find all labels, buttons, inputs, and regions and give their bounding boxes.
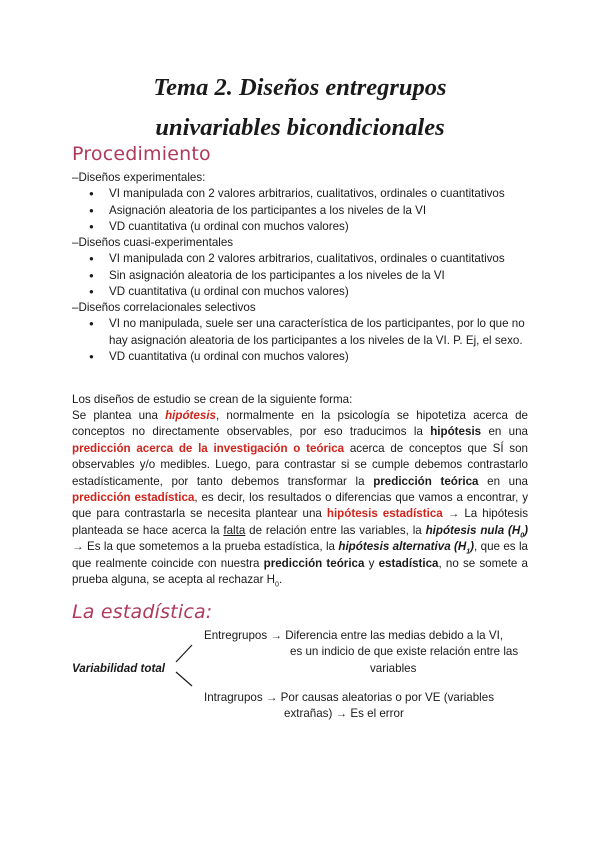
estadistica-heading: La estadística: — [72, 601, 213, 623]
text: ) — [524, 523, 529, 537]
bullet-list — [72, 251, 528, 300]
term-hipotesis-estadistica: hipótesis estadística — [326, 507, 443, 521]
text: acerca de conceptos que SÍ son observables y/o medibles. Luego, para contrastar si se cumple debemos contrastarlo estadísticamente, por tanto debemos transformar la — [72, 441, 528, 488]
text: , normalmente en la psicología se hipotetiza acerca de conceptos no directamente observables, por eso traducimos la — [72, 409, 528, 439]
group-label: –Diseños experimentales: — [72, 171, 206, 184]
term-prediccion-estadistica: predicción estadística — [72, 491, 195, 505]
list-item: ● VI no manipulada, suele ser una característica de los participantes, por lo que no hay asignación aleatoria de los participantes a los niveles de la VI. P. Ej, el sexo. — [72, 316, 528, 349]
text: en una — [478, 474, 528, 488]
procedimiento-heading: Procedimiento — [72, 143, 211, 165]
text: , no se somete a prueba alguna, se acepta al rechazar H — [72, 556, 528, 587]
paragraph-intro: Los diseños de estudio se crean de la siguiente forma: — [72, 393, 353, 406]
text: y — [364, 556, 379, 570]
text: → La hipótesis planteada se hace acerca la — [72, 507, 528, 537]
design-group-cuasi — [72, 235, 528, 301]
title-line-1: Tema 2. Diseños entregrupos — [153, 74, 447, 101]
term-estadistica: estadística — [378, 556, 439, 570]
term-falta: falta — [223, 523, 246, 537]
group-label: –Diseños cuasi-experimentales — [72, 236, 234, 249]
branch-line-up — [176, 645, 192, 662]
list-item: ● VD cuantitativa (u ordinal con muchos valores) — [72, 349, 528, 365]
branch-lines — [170, 642, 200, 690]
text: . — [278, 573, 283, 587]
entregrupos-line-3: variables — [370, 661, 417, 675]
text: → Es la que sometemos a la prueba estadística, la — [72, 540, 339, 554]
term-hipotesis-nula — [425, 523, 529, 540]
list-item: ● VI manipulada con 2 valores arbitrarios, cualitativos, ordinales o cuantitativos — [72, 251, 528, 267]
design-group-correlacional — [72, 300, 528, 366]
term-hipotesis-bold: hipótesis — [430, 425, 482, 439]
entregrupos-line-1: Entregrupos → Diferencia entre las medias debido a la VI, — [204, 629, 504, 642]
list-item: ● VD cuantitativa (u ordinal con muchos valores) — [72, 284, 528, 300]
bullet-list — [72, 316, 528, 365]
text: , que es la que realmente coincide con nuestra — [72, 540, 528, 570]
term-hipotesis-alternativa — [338, 540, 475, 556]
text: hipótesis nula (H — [425, 523, 521, 537]
text: ) — [470, 540, 475, 554]
list-item: ● VI manipulada con 2 valores arbitrarios, cualitativos, ordinales o cuantitativos — [72, 186, 528, 202]
design-group-experimental — [72, 170, 528, 236]
title-line-2: univariables bicondicionales — [155, 114, 445, 141]
text: en una — [481, 425, 528, 439]
group-label: –Diseños correlacionales selectivos — [72, 301, 256, 314]
text: de relación entre las variables, la — [245, 523, 426, 537]
list-item: ● VD cuantitativa (u ordinal con muchos valores) — [72, 219, 528, 235]
text: hipótesis alternativa (H — [338, 540, 467, 554]
term-hipotesis: hipótesis — [165, 409, 216, 422]
text: , es decir, los resultados o diferencias que vamos a encontrar, y que para contrastarla se necesita plantear una — [72, 491, 528, 521]
list-item: ● Sin asignación aleatoria de los participantes a los niveles de la VI — [72, 268, 528, 284]
intragrupos-line-2: extrañas) → Es el error — [284, 707, 404, 721]
subscript: 0 — [520, 532, 525, 540]
variabilidad-total-label: Variabilidad total — [72, 662, 165, 675]
branch-entregrupos — [204, 628, 530, 677]
list-item: ● Asignación aleatoria de los participantes a los niveles de la VI — [72, 203, 528, 219]
entregrupos-line-2: es un indicio de que existe relación entre las — [290, 645, 519, 659]
subscript: 1 — [466, 548, 471, 556]
term-prediccion-teorica: predicción acerca de la investigación o teórica — [72, 441, 345, 455]
term-prediccion-teorica-2: predicción teórica — [263, 556, 365, 570]
text: Se plantea una — [72, 409, 166, 422]
branch-line-down — [176, 672, 192, 686]
bullet-list — [72, 186, 528, 235]
subscript: 0 — [275, 581, 279, 589]
term-prediccion-teorica-bold: predicción teórica — [373, 474, 479, 488]
paragraph-hypothesis — [72, 408, 528, 588]
branch-intragrupos — [204, 690, 524, 723]
intragrupos-line-1: Intragrupos → Por causas aleatorias o por VE (variables — [204, 691, 494, 704]
